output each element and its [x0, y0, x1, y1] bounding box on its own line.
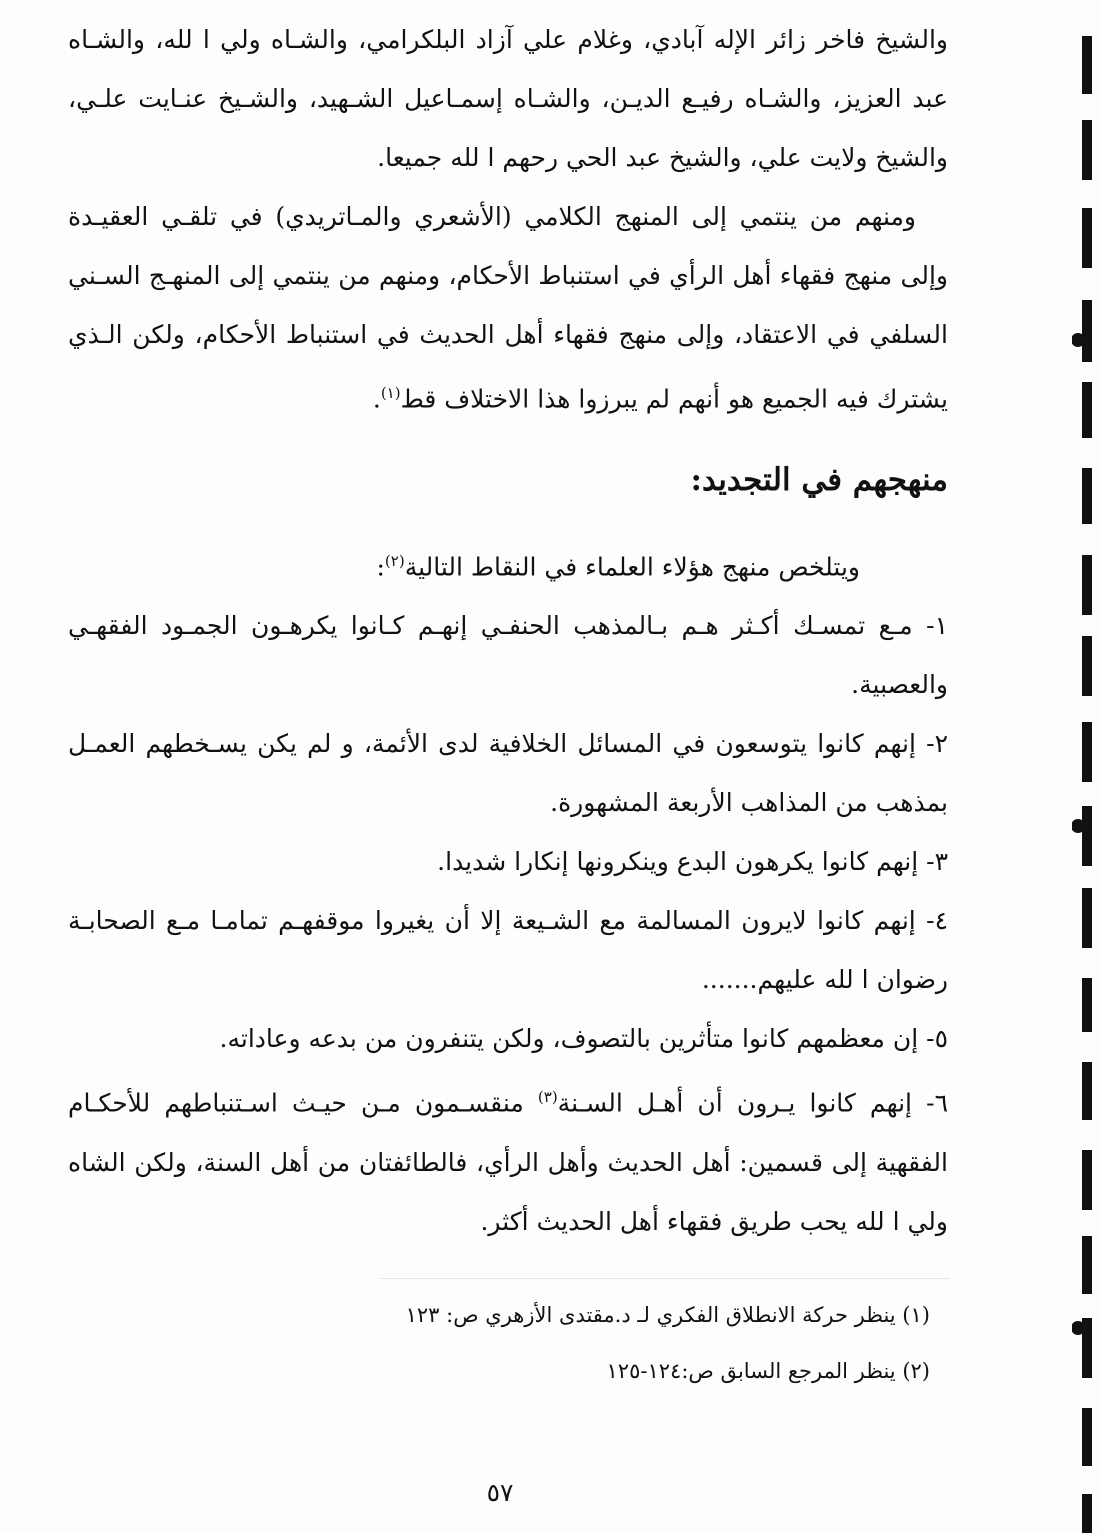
binding-mark: [1082, 1150, 1092, 1210]
binding-mark: [1082, 382, 1092, 438]
binding-mark: [1082, 722, 1092, 782]
point-item: ٥- إن معظمهم كانوا متأثرين بالتصوف، ولكن يتنفرون من بدعه وعاداته.: [219, 1024, 948, 1054]
binding-mark: [1082, 1408, 1092, 1466]
footnote-ref-1: (١): [380, 384, 401, 402]
intro-paragraph-2-end: .: [372, 384, 381, 414]
footnote-divider: [380, 1278, 950, 1279]
section-heading: منهجهم في التجديد:: [690, 462, 948, 498]
binding-mark: [1082, 36, 1092, 94]
section-body: [68, 532, 948, 1251]
binding-mark: [1082, 1494, 1092, 1533]
binding-marks: [1072, 0, 1100, 1533]
binding-mark: [1082, 806, 1092, 866]
binding-mark: [1082, 978, 1092, 1032]
intro-paragraph-1: والشيخ فاخر زائر الإله آبادي، وغلام علي آزاد البلكرامي، والشـاه ولي ا لله، والشـاه عبد العزيز، والشـاه رفيـع الديـن، والشـاه إسمـاعيل الشـهيد، والشـيخ عنـايت علـي، والشيخ ولايت علي، والشيخ عبد الحي رحهم ا لله جميعا.: [68, 25, 948, 172]
binding-mark: [1082, 208, 1092, 268]
point-item: ٤- إنهم كانوا لايرون المسالمة مع الشـيعة إلا أن يغيروا موقفهـم تمامـا مـع الصحابـة رضوان ا لله عليهم.......: [68, 906, 948, 995]
section-lead-text: ويتلخص منهج هؤلاء العلماء في النقاط التالية: [404, 552, 860, 582]
footnote-item: (١) ينظر حركة الانطلاق الفكري لـ د.مقتدى الأزهري ص: ١٢٣: [405, 1303, 930, 1327]
binding-mark: [1082, 300, 1092, 362]
point-item: [68, 1068, 948, 1250]
footnote-item: (٢) ينظر المرجع السابق ص:١٢٤-١٢٥: [606, 1359, 930, 1383]
footnotes: [406, 1287, 930, 1399]
binding-mark: [1082, 1236, 1092, 1294]
binding-mark: [1082, 888, 1092, 948]
intro-paragraph-2-text: ومنهم من ينتمي إلى المنهج الكلامي (الأشعري والمـاتريدي) في تلقـي العقيـدة وإلى منهج فقهاء أهل الرأي في استنباط الأحكام، ومنهم من ينتمي إلى المنهـج السـني السلفي في الاعتقاد، وإلى منهج فقهاء أهل الحديث في استنباط الأحكام، ولكن الـذي يشترك فيه الجميع هو أنهم لم يبرزوا هذا الاختلاف قط: [68, 202, 948, 414]
point-item: ٢- إنهم كانوا يتوسعون في المسائل الخلافية لدى الأئمة، و لم يكن يسـخطهم العمـل بمذهب من المذاهب الأربعة المشهورة.: [68, 729, 948, 818]
point-item: ٣- إنهم كانوا يكرهون البدع وينكرونها إنكارا شديدا.: [437, 847, 948, 877]
binding-mark: [1082, 468, 1092, 524]
point-6-rest: منقسـمون مـن حيـث اسـتنباطهم للأحكـام الفقهية إلى قسمين: أهل الحديث وأهل الرأي، فالطائفتان من أهل السنة، ولكن الشاه ولي ا لله يحب طريق فقهاء أهل الحديث أكثر.: [68, 1088, 948, 1236]
binding-mark: [1082, 120, 1092, 180]
binding-mark: [1082, 1062, 1092, 1120]
intro-paragraph-2: [68, 187, 948, 428]
point-6-start: ٦- إنهم كانوا يـرون أن أهـل السـنة: [557, 1088, 949, 1118]
footnote-ref-2: (٢): [384, 552, 405, 570]
intro-block: [68, 10, 948, 428]
footnote-ref-3: (٣): [537, 1088, 558, 1107]
section-lead-end: :: [376, 552, 385, 582]
page-number: ٥٧: [486, 1478, 514, 1507]
point-item: ١- مـع تمسـك أكـثر هـم بـالمذهب الحنفـي إنهـم كـانوا يكرهـون الجمـود الفقهـي والعصبية.: [68, 611, 948, 700]
binding-mark: [1082, 555, 1092, 615]
binding-mark: [1082, 636, 1092, 696]
section-lead: [68, 532, 948, 596]
